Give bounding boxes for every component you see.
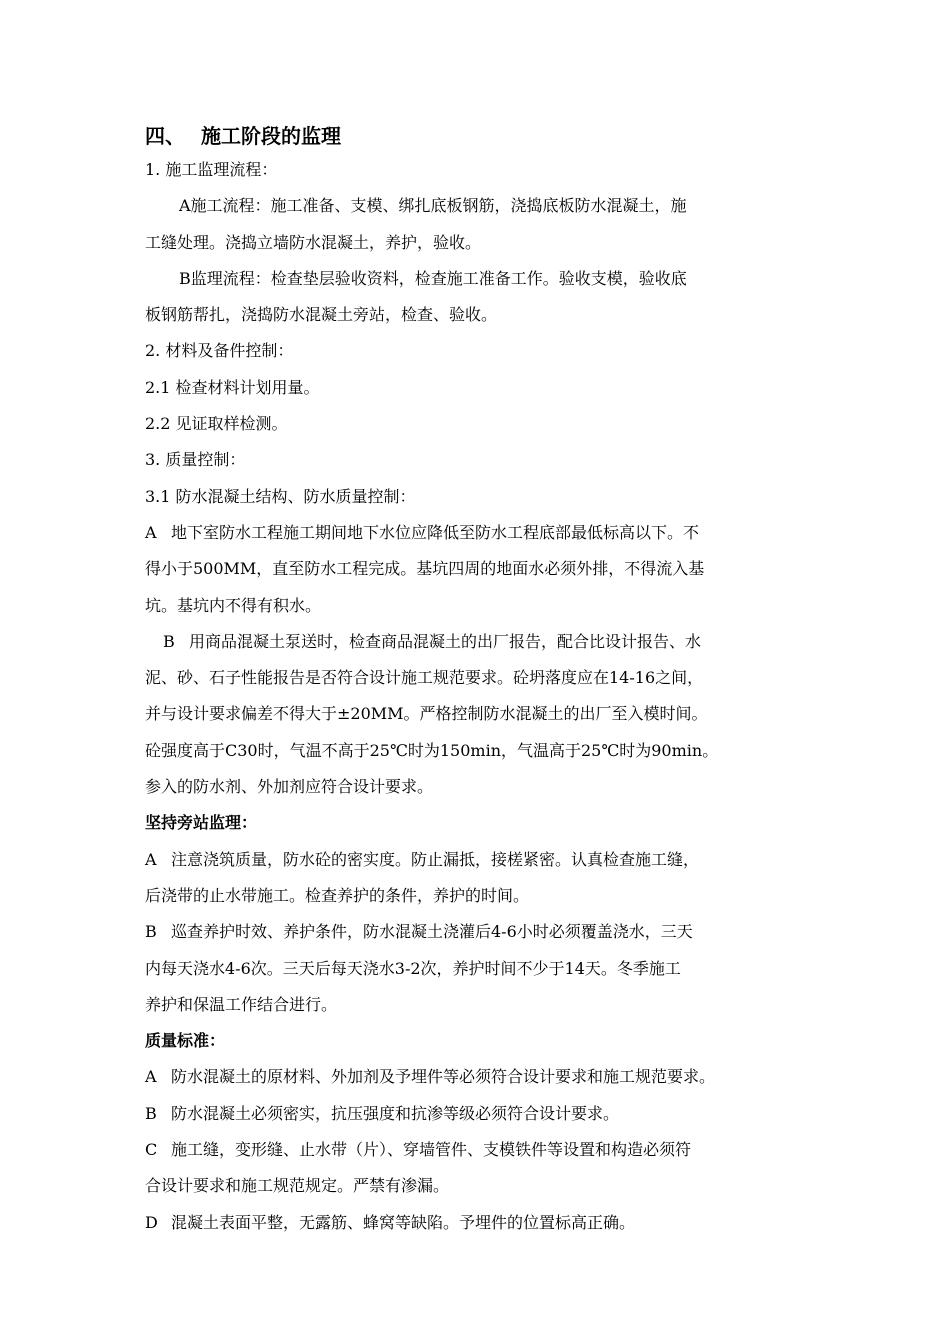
paragraph-line: 1. 施工监理流程： — [145, 160, 278, 179]
section-title: 施工阶段的监理 — [201, 124, 341, 148]
item-label: B — [145, 1103, 157, 1123]
paragraph-line — [145, 914, 835, 950]
subheading: 坚持旁站监理： — [145, 813, 258, 833]
paragraph-line: 2.2 见证取样检测。 — [145, 414, 288, 434]
paragraph-line — [145, 1096, 835, 1132]
paragraph-line: 养护和保温工作结合进行。 — [145, 994, 338, 1014]
item-text: 用商品混凝土泵送时，检查商品混凝土的出厂报告，配合比设计报告、水 — [189, 631, 702, 651]
paragraph-line: 并与设计要求偏差不得大于±20MM。严格控制防水混凝土的出厂至入模时间。 — [145, 704, 708, 724]
paragraph-line — [145, 1205, 835, 1241]
paragraph-line: 2. 材料及备件控制： — [145, 341, 294, 361]
subheading: 质量标准： — [145, 1031, 226, 1051]
paragraph-line: 参入的防水剂、外加剂应符合设计要求。 — [145, 777, 434, 797]
paragraph-line: 坑。基坑内不得有积水。 — [145, 595, 322, 615]
paragraph-line — [145, 515, 835, 551]
item-label: D — [145, 1212, 158, 1232]
paragraph-line: 3.1 防水混凝土结构、防水质量控制： — [145, 486, 416, 506]
paragraph-line: 砼强度高于C30时，气温不高于25℃时为150min，气温高于25℃时为90min。 — [145, 740, 719, 760]
section-number: 四、 — [145, 124, 185, 148]
paragraph-line — [145, 1059, 835, 1095]
paragraph-line: 泥、砂、石子性能报告是否符合设计施工规范要求。砼坍落度应在14-16之间， — [145, 668, 704, 688]
item-text: 防水混凝土必须密实，抗压强度和抗渗等级必须符合设计要求。 — [171, 1103, 620, 1123]
paragraph-line: 内每天浇水4-6次。三天后每天浇水3-2次，养护时间不少于14天。冬季施工 — [145, 958, 681, 978]
item-label: A — [145, 522, 157, 542]
document-page — [145, 120, 835, 1241]
paragraph-line — [145, 624, 835, 660]
item-text: 巡查养护时效、养护条件，防水混凝土浇灌后4-6小时必须覆盖浇水，三天 — [171, 922, 693, 942]
item-text: 施工缝，变形缝、止水带（片）、穿墙管件、支模铁件等设置和构造必须符 — [171, 1140, 692, 1160]
paragraph-line: 后浇带的止水带施工。检查养护的条件，养护的时间。 — [145, 885, 530, 905]
paragraph-line: 3. 质量控制： — [145, 450, 246, 470]
item-text: 注意浇筑质量，防水砼的密实度。防止漏抵，接槎紧密。认真检查施工缝， — [171, 849, 700, 869]
item-text: 地下室防水工程施工期间地下水位应降低至防水工程底部最低标高以下。不 — [171, 522, 700, 542]
item-label: B — [163, 631, 175, 651]
paragraph-line: 工缝处理。浇捣立墙防水混凝土，养护，验收。 — [145, 232, 482, 252]
item-label: C — [145, 1140, 158, 1160]
item-label: A — [145, 849, 157, 869]
paragraph-line: 2.1 检查材料计划用量。 — [145, 377, 320, 397]
paragraph-line — [145, 842, 835, 878]
paragraph-line: 合设计要求和施工规范规定。严禁有渗漏。 — [145, 1176, 450, 1196]
item-text: 混凝土表面平整，无露筋、蜂窝等缺陷。予埋件的位置标高正确。 — [171, 1212, 636, 1232]
paragraph-line: A施工流程：施工准备、支模、绑扎底板钢筋，浇捣底板防水混凝土，施 — [179, 196, 687, 216]
paragraph-line: B监理流程：检查垫层验收资料，检查施工准备工作。验收支模，验收底 — [179, 268, 687, 288]
item-text: 防水混凝土的原材料、外加剂及予埋件等必须符合设计要求和施工规范要求。 — [171, 1067, 716, 1087]
item-label: A — [145, 1067, 157, 1087]
paragraph-line: 板钢筋帮扎，浇捣防水混凝土旁站，检查、验收。 — [145, 305, 498, 325]
paragraph-line — [145, 1132, 835, 1168]
item-label: B — [145, 922, 157, 942]
paragraph-line: 得小于500MM，直至防水工程完成。基坑四周的地面水必须外排，不得流入基 — [145, 559, 705, 579]
section-heading — [145, 120, 835, 152]
